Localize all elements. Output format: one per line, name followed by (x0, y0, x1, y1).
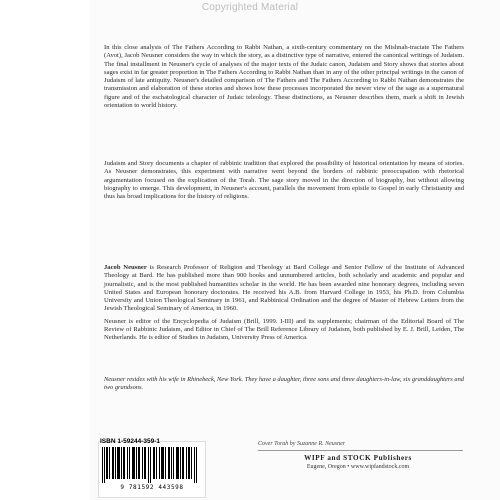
author-residence: Neusner resides with his wife in Rhinebeck, New York. They have a daughter, three sons and three daughters-in-law, six granddaughters and two grandsons. (104, 376, 464, 391)
divider-line (258, 450, 463, 451)
publisher-block (258, 454, 458, 470)
publisher-location: Eugene, Oregon • www.wipfandstock.com (306, 464, 410, 470)
barcode-bars (102, 447, 202, 483)
bio-paragraph-2: Neusner is editor of the Encyclopedia of Judaism (Brill, 1999. I-III) and its supplements; chairman of the Editorial Board of The Review of Rabbinic Judaism, and Editor in Chief of The Brill Reference Library of Judaism, both published by E. J. Brill, Leiden, The Netherlands. He is editor of Studies in Judaism, University Press of America. (104, 317, 464, 341)
author-bio (104, 264, 464, 346)
blurb-text-2: Judaism and Story documents a chapter of rabbinic tradition that explored the possibility of historical orientation by means of stories. As Neusner demonstrates, this experiment with narrative went beyond the borders of rabbinic preoccupation with rhetorical argumentation focused on the explication of the Torah. The sage story moved in the direction of biography, but without allowing biography to emerge. This development, in Neusner's account, parallels the movement from epistle to Gospel in early Christianity and thus has broad implications for the history of religions. (104, 160, 464, 200)
bio-text-1: is Research Professor of Religion and Theology at Bard College and Senior Fellow of the Institute of Advanced Theology at Bard. He has published more than 900 books and unnumbered articles, both scholarly and academic and popular and journalistic, and is the most published humanities scholar in the world. He has been awarded nine honorary degrees, including seven United States and European honorary doctorates. He received his A.B. from Harvard College in 1953, his Ph.D. from Columbia University and Union Theological Seminary in 1961, and Rabbinical Ordination and the degree of Master of Hebrew Letters from the Jewish Theological Seminary of America, in 1960. (104, 264, 464, 313)
author-name: Jacob Neusner (104, 264, 147, 271)
watermark: Copyrighted Material (201, 2, 299, 13)
barcode-number: 9 781592 443598 (120, 484, 184, 491)
blurb-paragraph-2 (104, 160, 464, 205)
bio-paragraph-1 (104, 264, 464, 314)
publisher-name: WIPF and STOCK Publishers (304, 454, 412, 462)
blurb-text-1: In this close analysis of The Fathers According to Rabbi Nathan, a sixth-century commentary on the Mishnah-tractate The Fathers (Avot), Jacob Neusner considers the way in which the story, as a distinctive type of narrative, entered the canonical writings of Judaism. The final installment in Neusner's cycle of analyses of the major texts of the Judaic canon, Judaism and Story shows that stories about sages exist in far greater proportion in The Fathers According to Rabbi Nathan than in any of the other principal writings in the canon of Judaism of late antiquity. Neusner's detailed comparison of The Fathers and The Fathers According to Rabbi Nathan demonstrates the transmission and elaboration of these stories and shows how these processes incorporated the newer view of the sage as a supernatural figure and of the eschatological character of Judaic teleology. These distinctions, as Neusner describes them, mark a shift in Jewish orientation to world history. (104, 44, 464, 109)
isbn-label: ISBN 1-59244-359-1 (100, 438, 160, 445)
blurb-paragraph-1 (104, 44, 464, 114)
cover-credit: Cover Torah by Suzanne R. Neusner (258, 441, 346, 447)
